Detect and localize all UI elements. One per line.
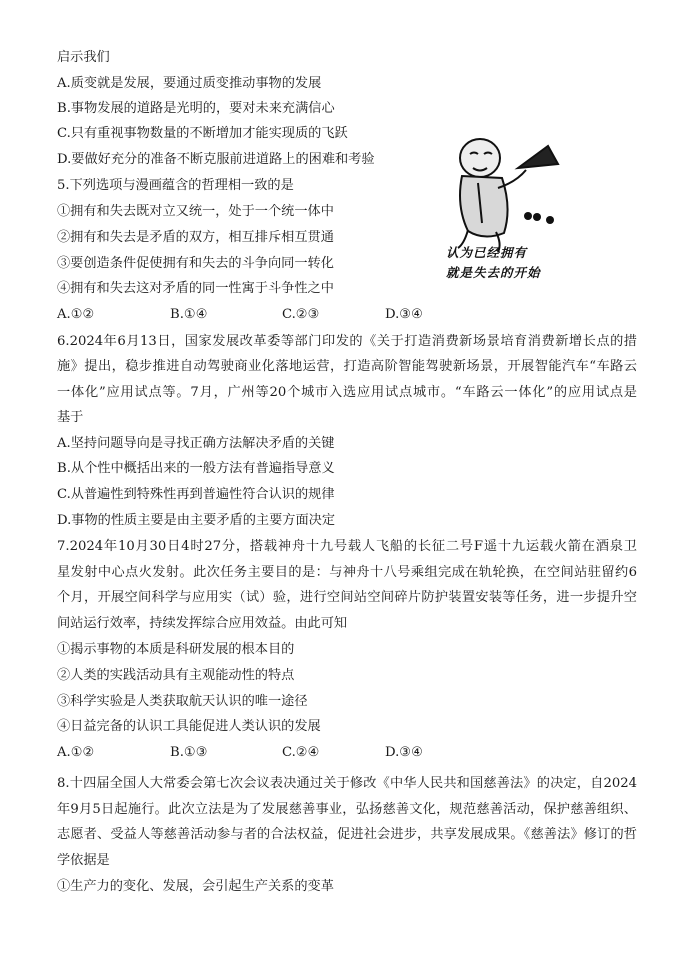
q6-stem-line-3: 一体化”应用试点等。7月，广州等20个城市入选应用试点城市。“车路云一体化”的应用试点是 [57, 385, 637, 400]
q5-choice-d: D.③④ [385, 307, 423, 322]
q6-stem-line-4: 基于 [57, 410, 84, 425]
q4-option-d: D.要做好充分的准备不断克服前进道路上的困难和考验 [57, 152, 375, 167]
q6-stem-line-1: 6.2024年6月13日，国家发展改革委等部门印发的《关于打造消费新场景培育消费新增长点的措 [57, 334, 637, 349]
q5-statement-2: ②拥有和失去是矛盾的双方，相互排斥相互贯通 [57, 230, 334, 245]
q8-statement-1: ①生产力的变化、发展，会引起生产关系的变革 [57, 879, 334, 894]
q5-choice-a: A.①② [57, 307, 95, 322]
q4-option-c: C.只有重视事物数量的不断增加才能实现质的飞跃 [57, 126, 348, 141]
q7-stem-line-1: 7.2024年10月30日4时27分，搭载神舟十九号载人飞船的长征二号F遥十九运载火箭在酒泉卫 [57, 539, 637, 554]
q7-choice-b: B.①③ [170, 745, 208, 760]
q8-stem-line-3: 志愿者、受益人等慈善活动参与者的合法权益，促进社会进步，共享发展成果。《慈善法》修订的哲 [57, 827, 637, 842]
q5-choice-b: B.①④ [170, 307, 208, 322]
q6-stem-line-2: 施》提出，稳步推进自动驾驶商业化落地运营，打造高阶智能驾驶新场景，开展智能汽车“车路云 [57, 359, 637, 374]
q7-statement-2: ②人类的实践活动具有主观能动性的特点 [57, 668, 295, 683]
q7-statement-3: ③科学实验是人类获取航天认识的唯一途径 [57, 694, 308, 709]
intro-tail: 启示我们 [57, 50, 110, 65]
q6-option-b: B.从个性中概括出来的一般方法有普遍指导意义 [57, 461, 335, 476]
q8-stem-line-1: 8.十四届全国人大常委会第七次会议表决通过关于修改《中华人民共和国慈善法》的决定，自2024 [57, 776, 637, 791]
q7-choice-a: A.①② [57, 745, 95, 760]
q5-statement-1: ①拥有和失去既对立又统一，处于一个统一体中 [57, 204, 334, 219]
q5-statement-3: ③要创造条件促使拥有和失去的斗争向同一转化 [57, 256, 334, 271]
cartoon-caption-line-1: 认为已经拥有 [446, 245, 528, 260]
q5-choices [57, 305, 637, 325]
q8-stem-line-2: 年9月5日起施行。此次立法是为了发展慈善事业，弘扬慈善文化，规范慈善活动，保护慈善组织、 [57, 802, 637, 817]
q5-choice-c: C.②③ [282, 307, 320, 322]
q8-stem-line-4: 学依据是 [57, 853, 110, 868]
q5-statement-4: ④拥有和失去这对矛盾的同一性寓于斗争性之中 [57, 281, 334, 296]
q5-stem: 5.下列选项与漫画蕴含的哲理相一致的是 [57, 178, 294, 193]
q7-stem-line-4: 间站运行效率，持续发挥综合应用效益。由此可知 [57, 616, 348, 631]
q7-choices [57, 743, 637, 763]
q7-statement-1: ①揭示事物的本质是科研发展的根本目的 [57, 642, 295, 657]
cartoon-caption-line-2: 就是失去的开始 [446, 265, 541, 280]
q7-stem-line-2: 星发射中心点火发射。此次任务主要目的是：与神舟十八号乘组完成在轨轮换，在空间站驻留约6 [57, 565, 637, 580]
q7-choice-d: D.③④ [385, 745, 423, 760]
q7-statement-4: ④日益完备的认识工具能促进人类认识的发展 [57, 719, 321, 734]
q6-option-a: A.坚持问题导向是寻找正确方法解决矛盾的关键 [57, 436, 335, 451]
q4-option-b: B.事物发展的道路是光明的，要对未来充满信心 [57, 101, 335, 116]
q7-stem-line-3: 个月，开展空间科学与应用实（试）验，进行空间站空间碎片防护装置安装等任务，进一步提升空 [57, 590, 637, 605]
q7-choice-c: C.②④ [282, 745, 320, 760]
q6-option-d: D.事物的性质主要是由主要矛盾的主要方面决定 [57, 513, 336, 528]
q6-option-c: C.从普遍性到特殊性再到普遍性符合认识的规律 [57, 487, 335, 502]
q4-option-a: A.质变就是发展，要通过质变推动事物的发展 [57, 76, 322, 91]
